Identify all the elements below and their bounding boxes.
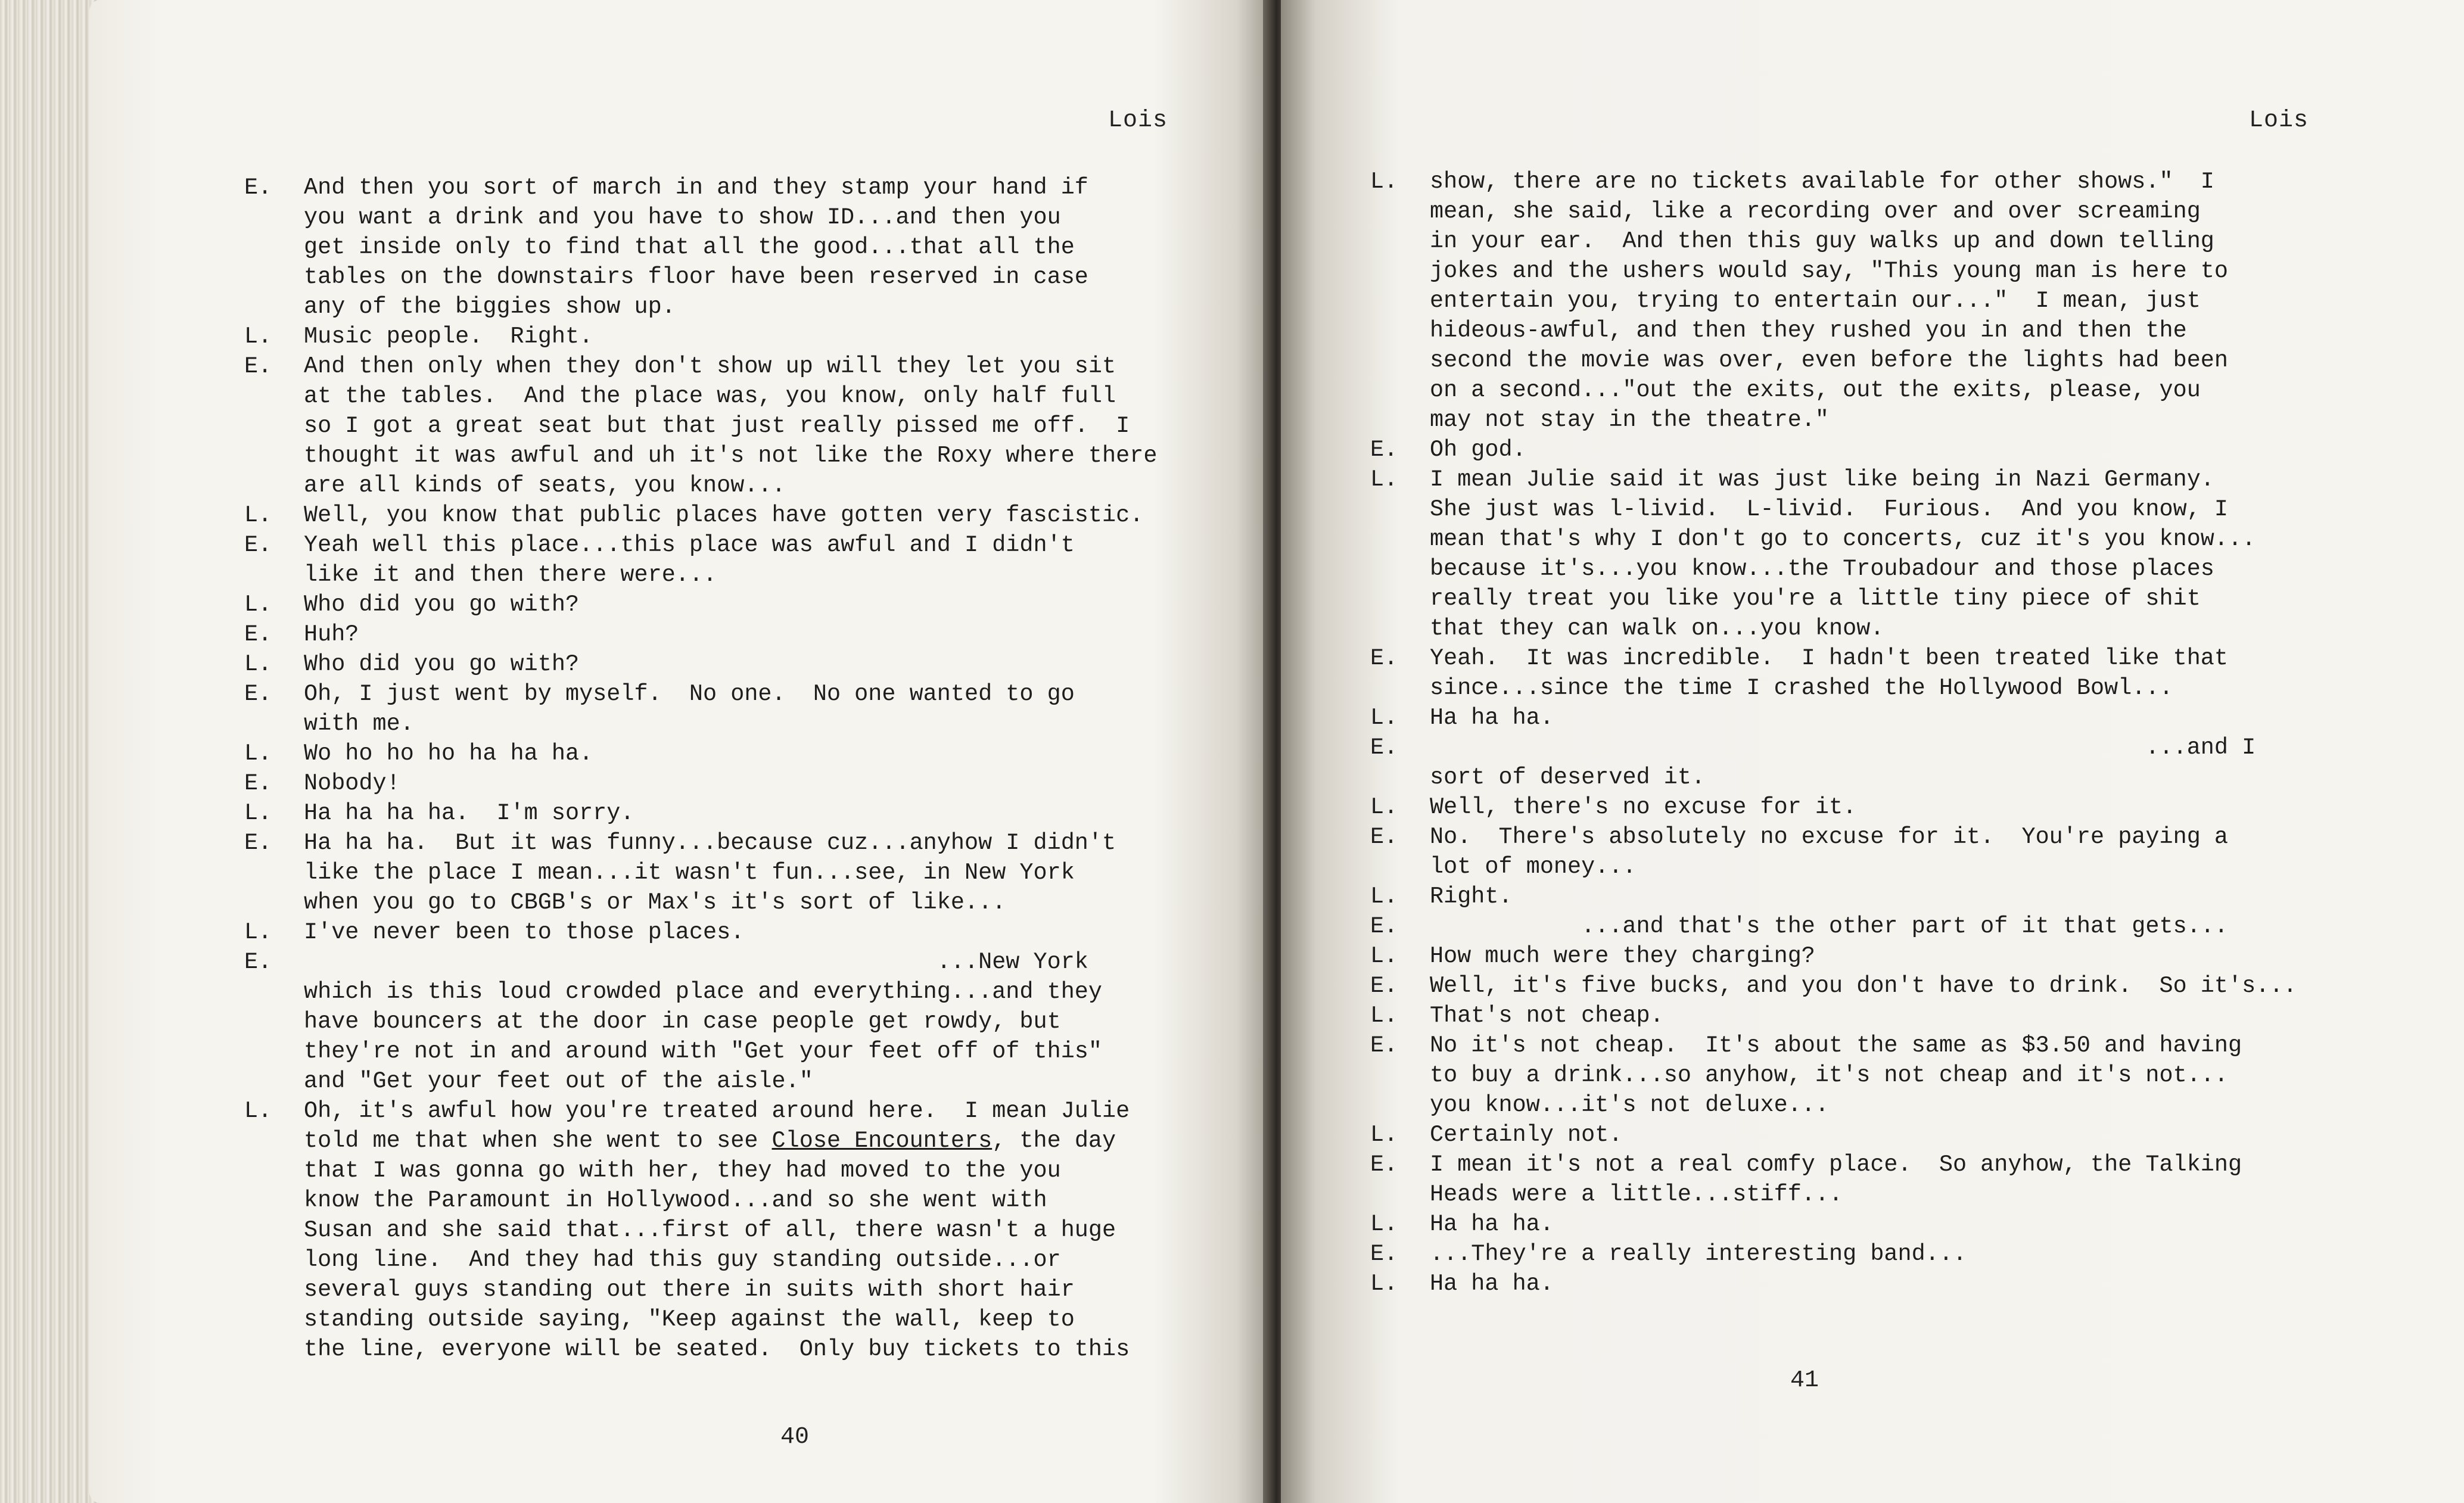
line-text: Who did you go with? [304, 592, 580, 618]
line-text: mean that's why I don't go to concerts, cuz it's you know... [1430, 526, 2256, 552]
line-text: when you go to CBGB's or Max's it's sort of like... [304, 889, 1006, 916]
speaker-label: E. [1370, 735, 1398, 761]
line-text: Ha ha ha. [1430, 1271, 1554, 1297]
line-text: Ha ha ha. [1430, 1211, 1554, 1237]
speaker-label: L. [1370, 1122, 1398, 1148]
line-text: Yeah well this place...this place was awful and I didn't [304, 532, 1075, 558]
line-text: ...and I [1430, 735, 2256, 761]
speaker-label: L. [244, 592, 272, 618]
line-text: second the movie was over, even before the lights had been [1430, 347, 2229, 374]
line-text: Wo ho ho ho ha ha ha. [304, 740, 593, 767]
left-page [89, 0, 1272, 1503]
line-text: since...since the time I crashed the Hollywood Bowl... [1430, 675, 2173, 701]
line-text: are all kinds of seats, you know... [304, 472, 786, 499]
line-text: ...New York [304, 949, 1088, 975]
line-text: She just was l-livid. L-livid. Furious. And you know, I [1430, 496, 2229, 522]
speaker-label: L. [1370, 943, 1398, 969]
speaker-label: L. [1370, 1271, 1398, 1297]
speaker-label: E. [1370, 645, 1398, 671]
line-text: Huh? [304, 621, 359, 648]
speaker-label: L. [244, 502, 272, 528]
speaker-label: E. [244, 532, 272, 558]
line-text: several guys standing out there in suits with short hair [304, 1277, 1075, 1303]
line-text: that they can walk on...you know. [1430, 615, 1884, 642]
speaker-label: L. [1370, 1211, 1398, 1237]
line-text: Well, you know that public places have gotten very fascistic. [304, 502, 1144, 528]
speaker-label: E. [1370, 824, 1398, 850]
line-text: Music people. Right. [304, 323, 593, 350]
line-text: Ha ha ha. [1430, 705, 1554, 731]
speaker-label: E. [244, 830, 272, 856]
speaker-label: E. [1370, 973, 1398, 999]
speaker-label: E. [244, 949, 272, 975]
line-text: I mean it's not a real comfy place. So anyhow, the Talking [1430, 1152, 2242, 1178]
line-text: in your ear. And then this guy walks up and down telling [1430, 228, 2214, 254]
line-text: Right. [1430, 883, 1513, 910]
speaker-label: L. [1370, 883, 1398, 910]
line-text: I've never been to those places. [304, 919, 745, 945]
line-text: Heads were a little...stiff... [1430, 1181, 1843, 1208]
speaker-label: L. [1370, 466, 1398, 493]
line-text: And then only when they don't show up will they let you sit [304, 353, 1116, 379]
right-page [1281, 0, 2464, 1503]
line-text: And then you sort of march in and they stamp your hand if [304, 175, 1088, 201]
left-page-header: Lois [1108, 107, 1168, 134]
line-text: Who did you go with? [304, 651, 580, 677]
line-text: the line, everyone will be seated. Only buy tickets to this [304, 1336, 1130, 1362]
speaker-label: E. [244, 353, 272, 379]
line-text: ...and that's the other part of it that gets... [1430, 913, 2229, 939]
speaker-label: L. [244, 800, 272, 826]
line-text: show, there are no tickets available for other shows." I [1430, 169, 2214, 195]
line-text: I mean Julie said it was just like being in Nazi Germany. [1430, 466, 2214, 493]
line-text: because it's...you know...the Troubadour and those places [1430, 556, 2214, 582]
line-text: like the place I mean...it wasn't fun...see, in New York [304, 860, 1075, 886]
line-text: know the Paramount in Hollywood...and so she went with [304, 1187, 1047, 1213]
speaker-label: E. [1370, 913, 1398, 939]
line-text: told me that when she went to see Close Encounters, the day [304, 1128, 1116, 1154]
line-text: they're not in and around with "Get your feet off of this" [304, 1038, 1103, 1065]
line-text: with me. [304, 711, 414, 737]
speaker-label: L. [1370, 1003, 1398, 1029]
speaker-label: L. [244, 1098, 272, 1124]
speaker-label: E. [1370, 1152, 1398, 1178]
speaker-label: L. [244, 651, 272, 677]
line-text: Ha ha ha. But it was funny...because cuz...anyhow I didn't [304, 830, 1116, 856]
line-text: Well, there's no excuse for it. [1430, 794, 1857, 820]
speaker-label: E. [244, 681, 272, 707]
line-text: Ha ha ha ha. I'm sorry. [304, 800, 634, 826]
line-text: so I got a great seat but that just really pissed me off. I [304, 413, 1130, 439]
line-text: Well, it's five bucks, and you don't have to drink. So it's... [1430, 973, 2297, 999]
line-text: Yeah. It was incredible. I hadn't been treated like that [1430, 645, 2229, 671]
line-text: Certainly not. [1430, 1122, 1623, 1148]
line-text: No it's not cheap. It's about the same as $3.50 and having [1430, 1032, 2242, 1059]
line-text: may not stay in the theatre." [1430, 407, 1830, 433]
line-text: thought it was awful and uh it's not like the Roxy where there [304, 443, 1158, 469]
line-text: mean, she said, like a recording over and over screaming [1430, 198, 2201, 225]
line-text: you want a drink and you have to show ID...and then you [304, 204, 1061, 231]
speaker-label: L. [244, 323, 272, 350]
line-text: like it and then there were... [304, 562, 717, 588]
line-text: No. There's absolutely no excuse for it. You're paying a [1430, 824, 2229, 850]
line-text: to buy a drink...so anyhow, it's not cheap and it's not... [1430, 1062, 2229, 1088]
line-text: tables on the downstairs floor have been reserved in case [304, 264, 1088, 290]
speaker-label: E. [1370, 1241, 1398, 1267]
line-text: really treat you like you're a little tiny piece of shit [1430, 586, 2201, 612]
line-text: Oh god. [1430, 437, 1526, 463]
line-text: hideous-awful, and then they rushed you in and then the [1430, 318, 2187, 344]
line-text: and "Get your feet out of the aisle." [304, 1068, 813, 1094]
line-text: have bouncers at the door in case people get rowdy, but [304, 1009, 1061, 1035]
line-text: Oh, it's awful how you're treated around here. I mean Julie [304, 1098, 1130, 1124]
underlined-title: Close Encounters [771, 1128, 993, 1154]
line-text: get inside only to find that all the good...that all the [304, 234, 1075, 260]
line-text: entertain you, trying to entertain our..." I mean, just [1430, 288, 2201, 314]
line-text: standing outside saying, "Keep against the wall, keep to [304, 1306, 1075, 1333]
speaker-label: L. [1370, 169, 1398, 195]
line-text: long line. And they had this guy standing outside...or [304, 1247, 1061, 1273]
line-text: That's not cheap. [1430, 1003, 1664, 1029]
speaker-label: L. [1370, 705, 1398, 731]
speaker-label: E. [244, 621, 272, 648]
line-text: that I was gonna go with her, they had moved to the you [304, 1157, 1061, 1184]
speaker-label: E. [1370, 437, 1398, 463]
right-page-number: 41 [1790, 1367, 1819, 1394]
line-text: you know...it's not deluxe... [1430, 1092, 1830, 1118]
line-text: which is this loud crowded place and everything...and they [304, 979, 1103, 1005]
line-text: on a second..."out the exits, out the exits, please, you [1430, 377, 2201, 403]
speaker-label: L. [244, 740, 272, 767]
line-text: sort of deserved it. [1430, 764, 1706, 791]
line-text: any of the biggies show up. [304, 294, 676, 320]
line-text: lot of money... [1430, 854, 1637, 880]
line-text: at the tables. And the place was, you know, only half full [304, 383, 1116, 409]
line-text: ...They're a really interesting band... [1430, 1241, 1967, 1267]
right-page-header: Lois [2249, 107, 2309, 134]
speaker-label: L. [244, 919, 272, 945]
line-text: Susan and she said that...first of all, there wasn't a huge [304, 1217, 1116, 1243]
speaker-label: E. [244, 175, 272, 201]
line-text: jokes and the ushers would say, "This young man is here to [1430, 258, 2229, 284]
line-text: Nobody! [304, 770, 400, 796]
speaker-label: E. [1370, 1032, 1398, 1059]
line-text: How much were they charging? [1430, 943, 1815, 969]
speaker-label: L. [1370, 794, 1398, 820]
line-text: Oh, I just went by myself. No one. No one wanted to go [304, 681, 1075, 707]
left-page-number: 40 [780, 1424, 810, 1451]
speaker-label: E. [244, 770, 272, 796]
